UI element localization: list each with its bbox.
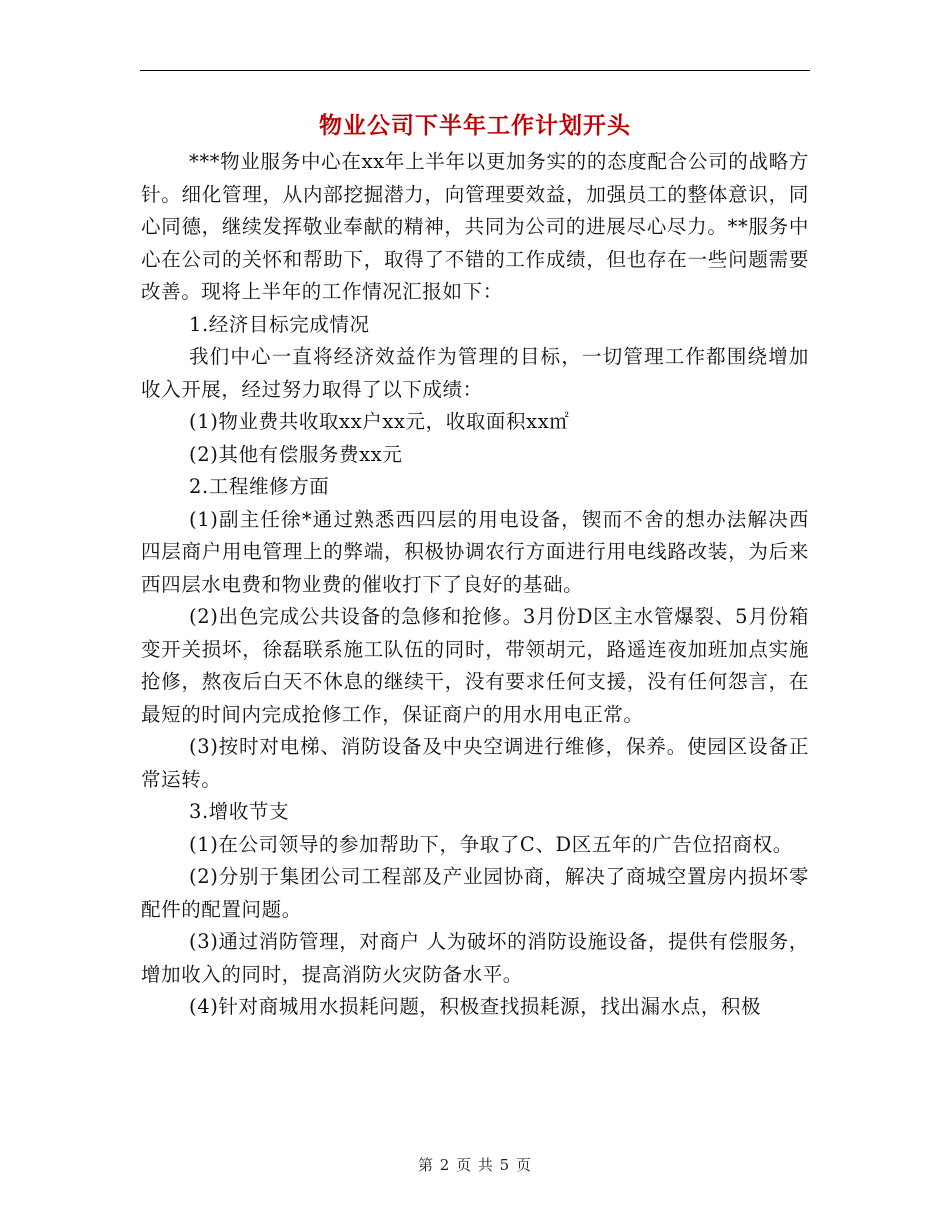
list-item-revenue-4: (4)针对商城用水损耗问题，积极查找损耗源，找出漏水点，积极 <box>189 995 762 1018</box>
header-rule <box>140 70 810 71</box>
page-number-footer: 第 2 页 共 5 页 <box>418 1156 532 1174</box>
list-item-maintenance-1: (1)副主任徐*通过熟悉西四层的用电设备，锲而不舍的想办法解决西四层商户用电管理上的弊端，积极协调农行方面进行用电线路改装，为后来西四层水电费和物业费的催收打下了良好的基础。 <box>141 507 809 596</box>
intro-paragraph: ***物业服务中心在xx年上半年以更加务实的的态度配合公司的战略方针。细化管理，从内部挖掘潜力，向管理要效益，加强员工的整体意识，同心同德，继续发挥敬业奉献的精神，共同为公司的进展尽心尽力。**服务中心在公司的关怀和帮助下，取得了不错的工作成绩，但也存在一些问题需要改善。现将上半年的工作情况汇报如下： <box>141 150 809 303</box>
list-item-other-fee: (2)其他有偿服务费xx元 <box>189 442 403 466</box>
list-item-revenue-1: (1)在公司领导的参加帮助下，争取了C、D区五年的广告位招商权。 <box>189 832 793 856</box>
list-item-maintenance-3: (3)按时对电梯、消防设备及中央空调进行维修，保养。使园区设备正常运转。 <box>141 735 809 791</box>
section-heading-economic: 1.经济目标完成情况 <box>189 312 370 336</box>
document-body <box>141 146 809 1024</box>
list-item-revenue-2: (2)分别于集团公司工程部及产业园协商，解决了商城空置房内损坏零配件的配置问题。 <box>141 865 809 921</box>
list-item-revenue-3: (3)通过消防管理，对商户 人为破坏的消防设施设备，提供有偿服务，增加收入的同时，提高消防火灾防备水平。 <box>141 930 809 986</box>
section-heading-maintenance: 2.工程维修方面 <box>189 475 330 498</box>
paragraph-economic: 我们中心一直将经济效益作为管理的目标，一切管理工作都围绕增加收入开展，经过努力取得了以下成绩： <box>141 345 809 401</box>
list-item-property-fee: (1)物业费共收取xx户xx元，收取面积xx㎡ <box>189 410 570 433</box>
document-title: 物业公司下半年工作计划开头 <box>319 113 631 139</box>
list-item-maintenance-2: (2)出色完成公共设备的急修和抢修。3月份D区主水管爆裂、5月份箱变开关损坏，徐磊联系施工队伍的同时，带领胡元，路遥连夜加班加点实施抢修，熬夜后白天不休息的继续干，没有要求任何支援，没有任何怨言，在最短的时间内完成抢修工作，保证商户的用水用电正常。 <box>141 605 809 726</box>
section-heading-revenue: 3.增收节支 <box>189 800 290 823</box>
